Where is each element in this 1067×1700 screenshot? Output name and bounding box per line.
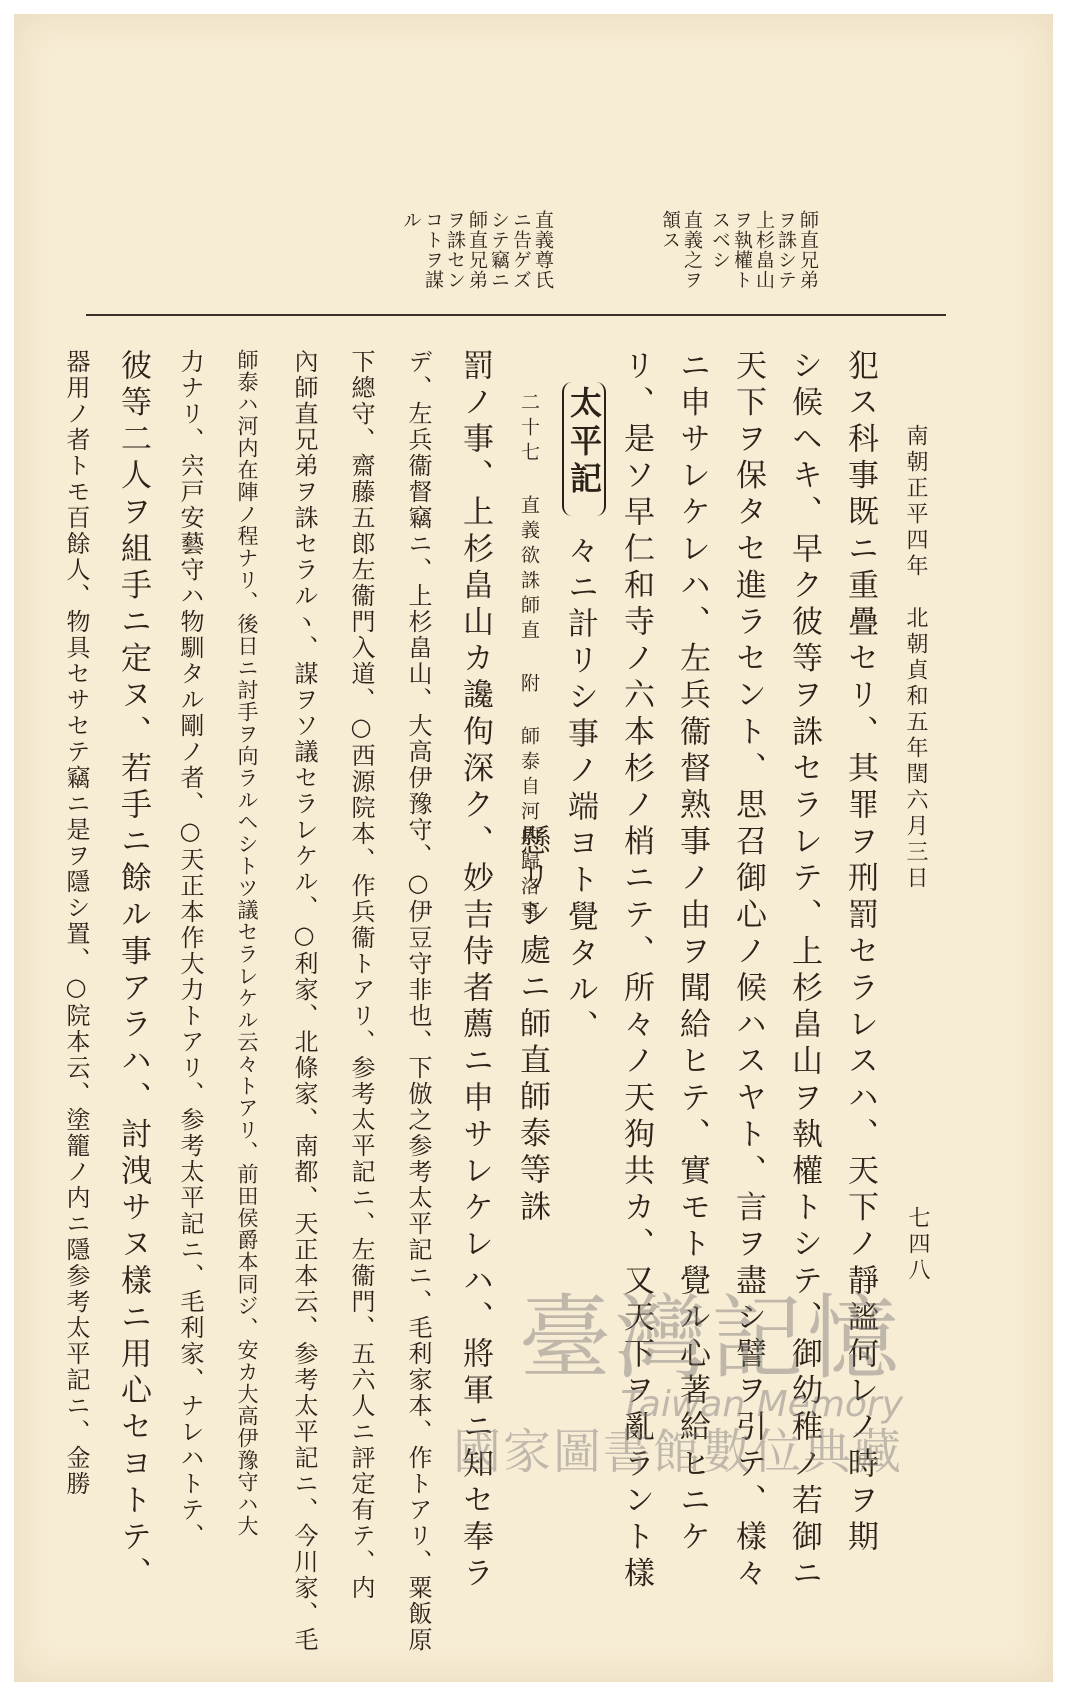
watermark-brand: 臺灣記憶 [518, 1284, 903, 1392]
margin-note: シテ竊ニ [488, 210, 510, 290]
section-column: 罰ノ事、上杉畠山カ讒佝深ク、妙吉侍者薦ニ申サレケレハ、將軍ニ知セ奉ラ [457, 349, 493, 1594]
section-column: 內師直兄弟ヲ誅セラルヽ、謀ヲソ議セラレケル、○利家、北條家、南都、天正本云、参考太平記ニ、今川家、毛 [290, 349, 318, 1653]
body-column: 犯ス科事既ニ重疊セリ、其罪ヲ刑罰セラレスハ、天下ノ靜謐何レノ時ヲ期 [842, 349, 878, 1557]
margin-note: 頷ス [659, 210, 681, 250]
body-column: 天下ヲ保タセ進ラセント、思召御心ノ候ハスヤト、言ヲ盡シ譬ヲ引テ、樣々 [730, 349, 766, 1594]
margin-note: ヲ誅シテ [775, 210, 797, 290]
margin-note: スベシ [709, 210, 731, 270]
section-column: 彼等二人ヲ組手ニ定ヌ、若手ニ餘ル事アラハ、討洩サヌ樣ニ用心セヨトテ、 [115, 349, 151, 1594]
section-heading: 二十七 直義欲誅師直 附 師泰自河内歸洛事 [518, 392, 540, 926]
section-column: 下總守、齋藤五郎左衞門入道、○西源院本、作兵衞トアリ、参考太平記ニ、左衞門、五六人ニ評定有テ、内 [347, 349, 375, 1601]
margin-note: 師直兄弟 [797, 210, 819, 290]
margin-note: 師直兄弟 [466, 210, 488, 290]
section-column: 懸リシ處ニ師直師泰等誅 [514, 824, 550, 1227]
running-header: 南朝正平四年 北朝貞和五年閏六月三日 [903, 424, 928, 892]
book-page [14, 14, 1053, 1682]
section-column: 師泰ハ河内在陣ノ程ナリ、後日ニ討手ヲ向ラルヘシトツ議セラレケル云々トアリ、前田侯爵本同ジ、安カ大高伊豫守ハ大 [235, 349, 259, 1537]
section-column: 力ナリ、宍戸安藝守ハ物馴タル剛ノ者、○天正本作大力トアリ、参考太平記ニ、毛利家、ナレハトテ、 [176, 349, 204, 1549]
watermark-org: 國家圖書館數位典藏 [452, 1424, 903, 1481]
body-column: 々ニ計リシ事ノ端ヨト覺タル、 [562, 534, 598, 1047]
section-column: デ、左兵衞督竊ニ、上杉畠山、大高伊豫守、○伊豆守非也、下倣之参考太平記ニ、毛利家本、作トアリ、粟飯原 [404, 349, 432, 1653]
margin-note: ヲ誅セン [444, 210, 466, 290]
body-column: リ、是ソ早仁和寺ノ六本杉ノ梢ニテ、所々ノ天狗共カ、又天下ヲ亂ラント樣 [618, 349, 654, 1594]
page-number: 七四八 [905, 1206, 930, 1284]
library-watermark [452, 1284, 903, 1482]
margin-note: ヲ執權ト [731, 210, 753, 290]
source-title: 太平記 [565, 386, 603, 499]
margin-note: 直義尊氏 [532, 210, 554, 290]
watermark-english: Taiwan Memory [620, 1383, 903, 1425]
section-column: 器用ノ者トモ百餘人、物具セサセテ竊ニ是ヲ隱シ置、○院本云、塗籠ノ内ニ隱参考太平記ニ、金勝 [62, 349, 90, 1497]
body-column: ニ申サレケレハ、左兵衞督熟事ノ由ヲ聞給ヒテ、實モト覺ル心著給ヒニケ [674, 349, 710, 1557]
margin-note: 上杉畠山 [753, 210, 775, 290]
margin-note: コトヲ謀 [422, 210, 444, 290]
margin-note: ル [400, 210, 422, 230]
header-rule [86, 314, 946, 316]
body-column: シ候ヘキ、早ク彼等ヲ誅セラレテ、上杉畠山ヲ執權トシテ、御幼稚ノ若御ニ [786, 349, 822, 1594]
margin-note: ニ告ゲズ [510, 210, 532, 290]
margin-note: 直義之ヲ [681, 210, 703, 290]
